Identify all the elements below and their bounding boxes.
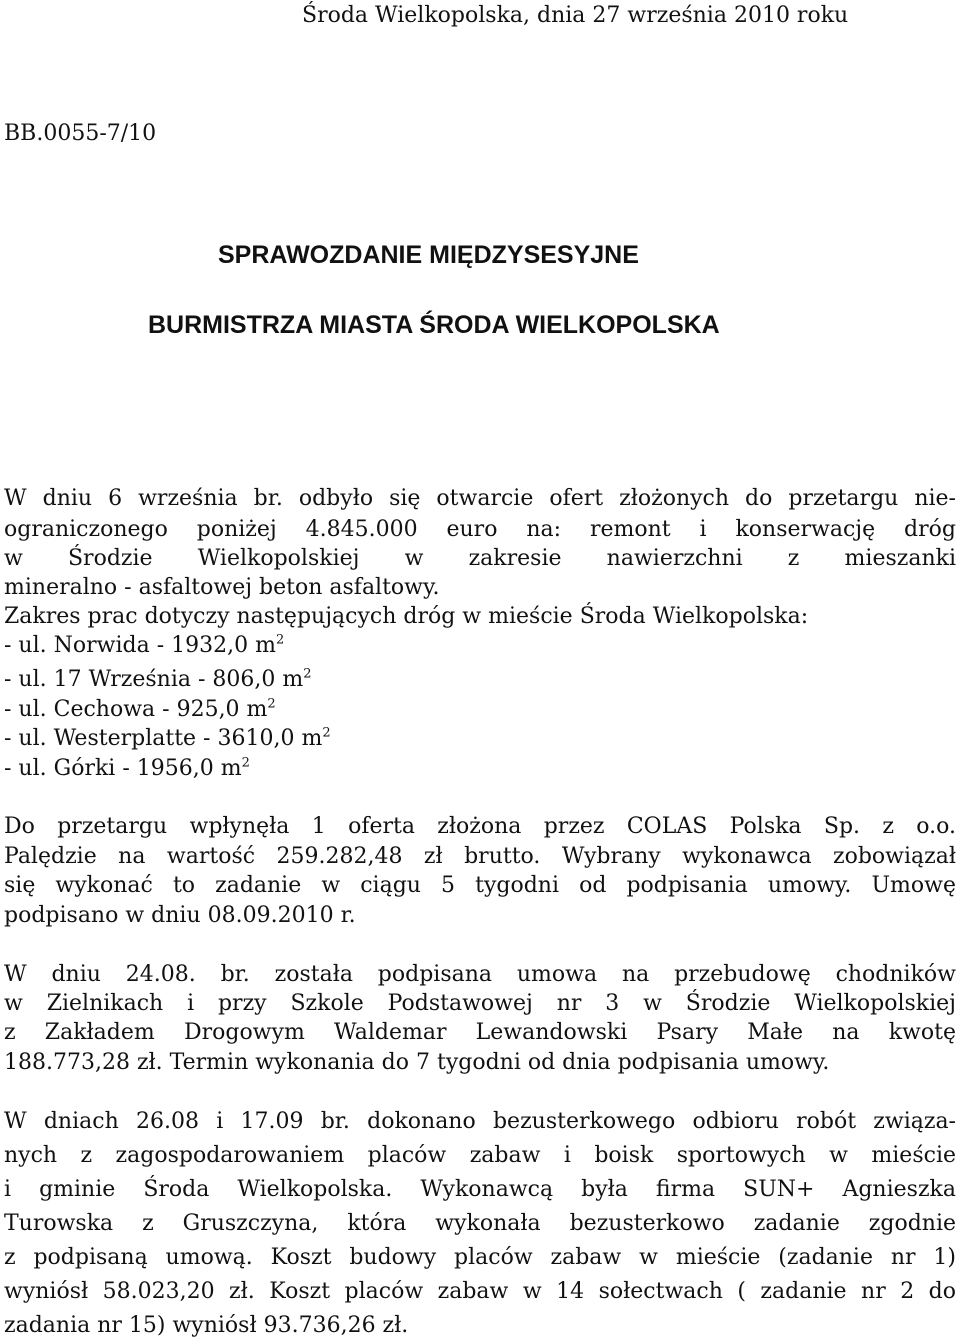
paragraph-line: Palędzie na wartość 259.282,48 zł brutto. Wybrany wykonawca zobowiązał: [4, 844, 956, 869]
road-item: [4, 666, 312, 694]
road-item: [4, 632, 284, 660]
paragraph-line: Do przetargu wpłynęła 1 oferta złożona przez COLAS Polska Sp. z o.o.: [4, 814, 956, 839]
paragraph-line: W dniu 24.08. br. została podpisana umowa na przebudowę chodników: [4, 962, 956, 987]
paragraph-line: w Środzie Wielkopolskiej w zakresie nawierzchni z mieszanki: [4, 546, 956, 571]
road-item: [4, 696, 276, 724]
road-label: - ul. Westerplatte - 3610,0 m: [4, 726, 323, 751]
paragraph-line: się wykonać to zadanie w ciągu 5 tygodni od podpisania umowy. Umowę: [4, 873, 956, 898]
unit-superscript: 2: [303, 666, 312, 682]
road-item: [4, 755, 250, 783]
road-label: - ul. Norwida - 1932,0 m: [4, 633, 276, 658]
reference-number: BB.0055-7/10: [4, 121, 157, 146]
road-label: - ul. 17 Września - 806,0 m: [4, 667, 304, 692]
paragraph-line: w Zielnikach i przy Szkole Podstawowej nr 3 w Środzie Wielkopolskiej: [4, 991, 956, 1016]
paragraph-line: Turowska z Gruszczyna, która wykonała bezusterkowo zadanie zgodnie: [4, 1211, 956, 1236]
paragraph-line: z Zakładem Drogowym Waldemar Lewandowski Psary Małe na kwotę: [4, 1020, 956, 1045]
paragraph-line: i gminie Środa Wielkopolska. Wykonawcą była firma SUN+ Agnieszka: [4, 1177, 956, 1202]
paragraph-line: 188.773,28 zł. Termin wykonania do 7 tygodni od dnia podpisania umowy.: [4, 1050, 830, 1075]
report-subtitle: BURMISTRZA MIASTA ŚRODA WIELKOPOLSKA: [148, 311, 720, 339]
date-line: Środa Wielkopolska, dnia 27 września 2010 roku: [302, 3, 849, 28]
paragraph-line: wyniósł 58.023,20 zł. Koszt placów zabaw w 14 sołectwach ( zadanie nr 2 do: [4, 1279, 956, 1304]
road-label: - ul. Górki - 1956,0 m: [4, 756, 242, 781]
paragraph-line: mineralno - asfaltowej beton asfaltowy.: [4, 575, 440, 600]
report-title: SPRAWOZDANIE MIĘDZYSESYJNE: [218, 241, 639, 269]
paragraph-line: nych z zagospodarowaniem placów zabaw i boisk sportowych w mieście: [4, 1143, 956, 1168]
unit-superscript: 2: [322, 725, 331, 741]
scope-intro: Zakres prac dotyczy następujących dróg w mieście Środa Wielkopolska:: [4, 604, 809, 629]
paragraph-line: podpisano w dniu 08.09.2010 r.: [4, 903, 356, 928]
paragraph-line: ograniczonego poniżej 4.845.000 euro na: remont i konserwację dróg: [4, 517, 956, 542]
paragraph-line: zadania nr 15) wyniósł 93.736,26 zł.: [4, 1313, 409, 1338]
unit-superscript: 2: [241, 755, 250, 771]
unit-superscript: 2: [275, 632, 285, 648]
paragraph-line: z podpisaną umową. Koszt budowy placów zabaw w mieście (zadanie nr 1): [4, 1245, 956, 1270]
unit-superscript: 2: [267, 696, 276, 712]
paragraph-line: W dniu 6 września br. odbyło się otwarcie ofert złożonych do przetargu nie-: [4, 486, 956, 511]
paragraph-line: W dniach 26.08 i 17.09 br. dokonano bezusterkowego odbioru robót związa-: [4, 1109, 956, 1134]
road-label: - ul. Cechowa - 925,0 m: [4, 697, 268, 722]
road-item: [4, 725, 331, 753]
